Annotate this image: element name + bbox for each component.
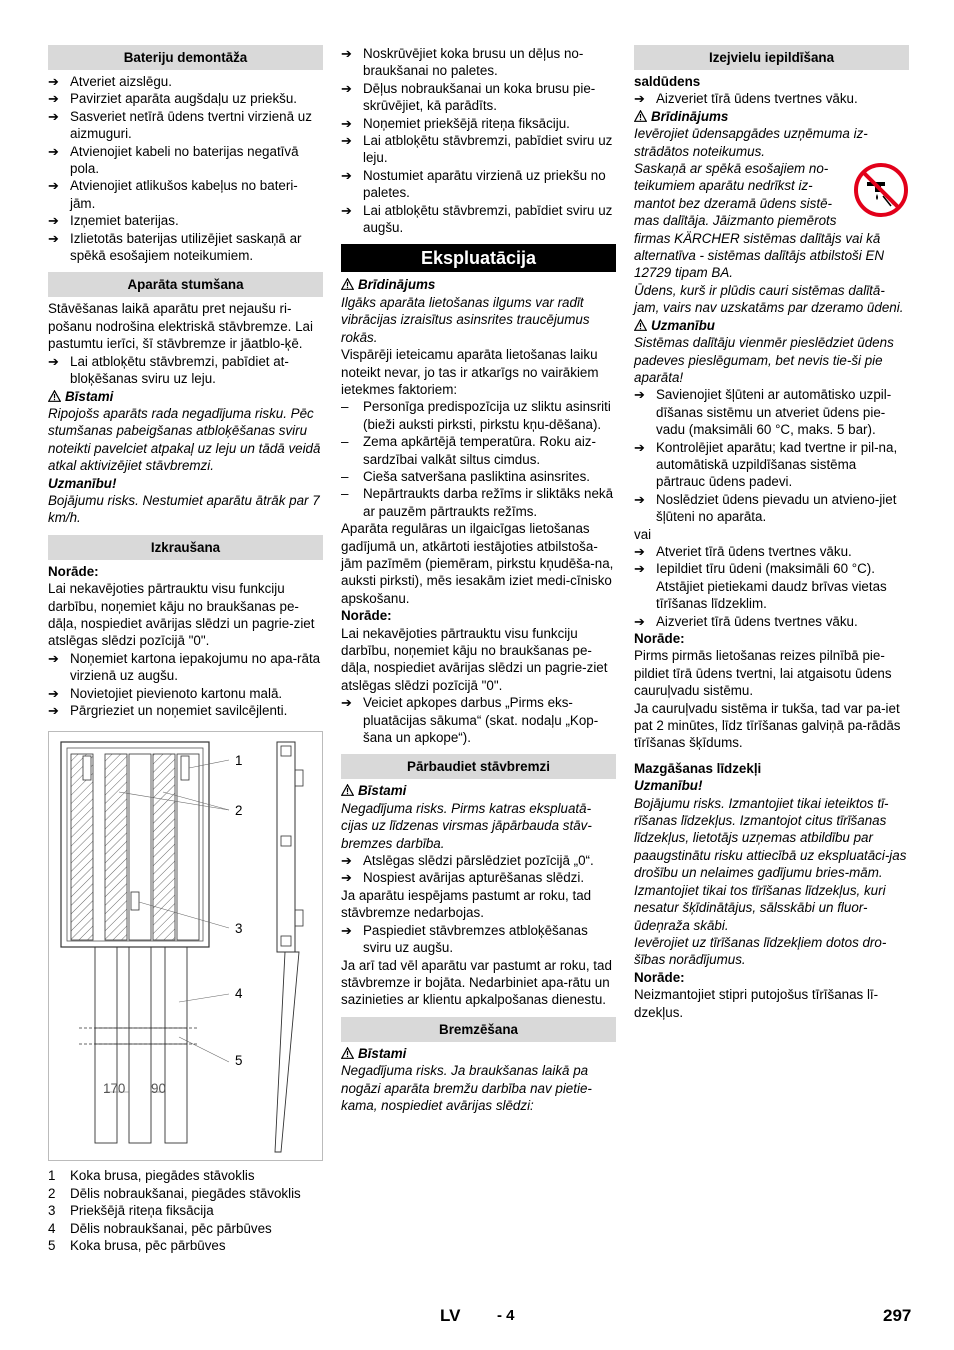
figure-label-3: 3 xyxy=(235,921,243,937)
warning-heading: Brīdinājums xyxy=(634,108,909,125)
arrow-icon: ➔ xyxy=(634,543,645,559)
arrow-icon: ➔ xyxy=(341,695,352,711)
figure-label-2: 2 xyxy=(235,803,243,819)
list-item: – Zema apkārtējā temperatūra. Roku aiz-sardzībai valkāt siltus cimdus. xyxy=(341,434,596,467)
no-drinking-water-icon xyxy=(853,162,909,218)
arrow-icon: ➔ xyxy=(634,491,645,507)
footer-language: LV xyxy=(440,1306,461,1325)
list-item: ➔ Pavirziet aparāta augšdaļu uz priekšu. xyxy=(48,91,298,107)
warning-text: Ilgāks aparāta lietošanas ilgums var radīt vibrācijas izraisītus asinsrites traucējumus rokās. xyxy=(341,294,590,345)
arrow-icon: ➔ xyxy=(634,439,645,455)
list-item: ➔ Novietojiet pievienoto kartonu malā. xyxy=(48,685,283,701)
list-item: ➔ Lai atbloķētu stāvbremzi, pabīdiet at-bloķēšanas sviru uz leju. xyxy=(48,353,289,387)
section-title-check-brake: Pārbaudiet stāvbremzi xyxy=(341,754,616,779)
column-1 xyxy=(48,45,323,1254)
list-item: ➔ Atvienojiet atlikušos kabeļus no bateri-jām. xyxy=(48,178,298,211)
pallet-ramp-drawing xyxy=(49,732,322,1160)
list-item: ➔ Nostumiet aparātu virzienā uz priekšu no paletes. xyxy=(341,167,606,201)
brake-steps xyxy=(341,852,616,887)
arrow-icon: ➔ xyxy=(341,133,352,149)
caution-heading: Uzmanību! xyxy=(48,475,117,491)
list-item: ➔ Atslēgas slēdzi pārslēdziet pozīcijā „0“. xyxy=(341,853,594,869)
arrow-icon: ➔ xyxy=(341,202,352,218)
caution-text: Sistēmas dalītāju vienmēr pieslēdziet ūdens padeves pieslēgumam, bet nevis tie-ši pie aparāta! xyxy=(634,335,894,385)
danger-text: Negadījuma risks. Pirms katras ekspluatā-cijas uz līdzenas virsmas jāpārbauda stāv-bremzes darbība. xyxy=(341,800,592,851)
arrow-icon: ➔ xyxy=(341,80,352,96)
list-item: ➔ Noslēdziet ūdens pievadu un atvieno-jiet šļūteni no aparāta. xyxy=(634,491,897,525)
arrow-icon: ➔ xyxy=(634,91,645,107)
subheading-fresh-water: saldūdens xyxy=(634,74,701,89)
warning-triangle-icon xyxy=(634,319,647,331)
legend-item: 1 Koka brusa, piegādes stāvoklis xyxy=(48,1168,255,1184)
note-heading: Norāde: xyxy=(634,969,685,985)
footer-subpage: - 4 xyxy=(497,1307,515,1324)
list-item: ➔ Lai atbloķētu stāvbremzi, pabīdiet sviru uz augšu. xyxy=(341,202,613,236)
arrow-icon: ➔ xyxy=(634,613,645,629)
note-text: Pirms pirmās lietošanas reizes pilnībā pie-pildiet tīrā ūdens tvertni, lai atgaisotu ūdens cauruļvadu sistēmu. xyxy=(634,648,892,699)
arrow-icon: ➔ xyxy=(48,650,59,666)
list-item: ➔ Nospiest avārijas apturēšanas slēdzi. xyxy=(341,870,585,886)
list-item: ➔ Aizveriet tīrā ūdens tvertnes vāku. xyxy=(634,613,858,629)
list-item: – Personīga predispozīcija uz sliktu asinsriti (bieži auksti pirksti, pirkstu kņu-dēšana). xyxy=(341,399,611,432)
warning-triangle-icon xyxy=(341,784,354,796)
column-2 xyxy=(341,45,616,1114)
arrow-icon: ➔ xyxy=(341,853,352,869)
arrow-icon: ➔ xyxy=(48,143,59,159)
list-item: ➔ Veiciet apkopes darbus „Pirms eks-pluatācijas sākuma“ (skat. nodaļu „Kop-šana un apkope“). xyxy=(341,695,599,746)
hose-filling-steps xyxy=(634,386,909,525)
list-item: ➔ Atveriet aizslēgu. xyxy=(48,74,172,89)
danger-heading: Bīstami xyxy=(341,782,616,799)
arrow-icon: ➔ xyxy=(48,178,59,194)
warning-heading: Brīdinājums xyxy=(341,276,616,293)
list-item: ➔ Noņemiet priekšējā riteņa fiksāciju. xyxy=(341,115,570,131)
dash-bullet: – xyxy=(341,434,349,450)
arrow-icon: ➔ xyxy=(341,46,352,61)
note-text: Neizmantojiet stipri putojošus tīrīšanas lī-dzekļus. xyxy=(634,987,879,1020)
list-item: ➔ Kontrolējiet aparātu; kad tvertne ir pil-na, automātiskā uzpildīšanas sistēma pārtrauc ūdens padevi. xyxy=(634,439,898,490)
warning-triangle-icon xyxy=(634,110,647,122)
section-title-unloading: Izkraušana xyxy=(48,535,323,560)
caution-text: Bojājumu risks. Nestumiet aparātu ātrāk par 7 km/h. xyxy=(48,492,320,526)
section-title-braking: Bremzēšana xyxy=(341,1017,616,1042)
caution-heading: Uzmanību xyxy=(634,317,909,334)
danger-text: Negadījuma risks. Ja braukšanas laikā pa nogāzi aparāta bremžu darbība nav pietie-kama, nospiediet avārijas slēdzi: xyxy=(341,1063,592,1113)
caution-text: Bojājumu risks. Izmantojiet tikai ieteiktos tī-rīšanas līdzekļus. Izmantojot citus tīrīšanas līdzekļus, lietotājs uzņemas atbildību par paaugstinātu risku attiecībā uz ekspluatāci-jas drošību un nelaimes gadījumu bries-mām. xyxy=(634,795,907,881)
arrow-icon: ➔ xyxy=(341,922,352,938)
arrow-icon: ➔ xyxy=(341,167,352,183)
note-text: Lai nekavējoties pārtrauktu visu funkciju darbību, noņemiet kāju no braukšanas pe-dāļa, nospiediet avārijas slēdzi un pagrie-ziet atslēgas slēdzi pozīcijā "0". xyxy=(48,581,315,649)
arrow-icon: ➔ xyxy=(341,870,352,886)
dimension-label-90: 90 xyxy=(151,1081,166,1097)
figure-label-5: 5 xyxy=(235,1053,243,1069)
dash-bullet: – xyxy=(341,399,349,415)
legend-item: 3 Priekšējā riteņa fiksācija xyxy=(48,1203,214,1219)
pushing-text: Stāvēšanas laikā aparātu pret nejaušu ri-pošanu nodrošina elektriskā stāvbremze. Lai pastumtu ierīci, šī stāvbremze ir jāatblo-ķē. xyxy=(48,301,313,352)
footer-page-number: 297 xyxy=(883,1306,912,1325)
note-text: Lai nekavējoties pārtrauktu visu funkciju darbību, noņemiet kāju no braukšanas pe-dāļa, nospiediet avārijas slēdzi un pagrie-ziet atslēgas slēdzi pozīcijā "0". xyxy=(341,625,608,693)
arrow-icon: ➔ xyxy=(341,115,352,131)
warning-triangle-icon xyxy=(48,390,61,402)
dash-bullet: – xyxy=(341,468,349,484)
arrow-icon: ➔ xyxy=(48,91,59,107)
legend-item: 4 Dēlis nobraukšanai, pēc pārbūves xyxy=(48,1220,272,1236)
unloading-steps-continued xyxy=(341,45,616,236)
figure-legend xyxy=(48,1167,323,1254)
column-3 xyxy=(634,45,909,1021)
arrow-icon: ➔ xyxy=(48,685,59,701)
legend-item: 5 Koka brusa, pēc pārbūves xyxy=(48,1238,226,1254)
danger-heading: Bīstami xyxy=(341,1045,616,1062)
list-item: ➔ Iepildiet tīru ūdeni (maksimāli 60 °C). Atstājiet pietiekami daudz brīvas vietas tīrīšanas līdzeklim. xyxy=(634,561,887,612)
legend-item: 2 Dēlis nobraukšanai, piegādes stāvoklis xyxy=(48,1185,301,1201)
arrow-icon: ➔ xyxy=(48,353,59,369)
caution-heading: Uzmanību! xyxy=(634,778,703,794)
chapter-title-operation: Ekspluatācija xyxy=(341,244,616,272)
unloading-steps xyxy=(48,650,323,720)
section-title-filling: Izejvielu iepildīšana xyxy=(634,45,909,70)
note-heading: Norāde: xyxy=(341,608,392,624)
list-item: ➔ Atvienojiet kabeli no baterijas negatīvā pola. xyxy=(48,143,299,177)
list-item: ➔ Sasveriet netīrā ūdens tvertni virzienā uz aizmuguri. xyxy=(48,108,312,142)
manual-filling-steps xyxy=(634,543,909,630)
arrow-icon: ➔ xyxy=(48,74,59,89)
arrow-icon: ➔ xyxy=(48,703,59,718)
section-title-pushing: Aparāta stumšana xyxy=(48,272,323,297)
caution-text: Izmantojiet tikai tos tīrīšanas līdzekļus, kuri nesatur šķīdinātājus, sālsskābi un fluor-ūdeņraža skābi. xyxy=(634,882,886,933)
arrow-icon: ➔ xyxy=(634,387,645,403)
section-title-battery-removal: Bateriju demontāža xyxy=(48,45,323,70)
list-item: ➔ Izlietotās baterijas utilizējiet saskaņā ar spēkā esošajiem noteikumiem. xyxy=(48,230,302,264)
list-item: ➔ Lai atbloķētu stāvbremzi, pabīdiet sviru uz leju. xyxy=(341,133,613,166)
list-item: – Nepārtraukts darba režīms ir sliktāks nekā ar pauzēm pārtraukts režīms. xyxy=(341,486,614,519)
warning-text: Saskaņā ar spēkā esošajiem no-teikumiem aparātu nedrīkst iz-mantot bez dzeramā ūdens sistē-mas dalītāja. Jāizmanto piemērots firmas KÄRCHER sistēmas dalītājs vai kā alternatīva - sistēmas dalītājs atbilstoši EN 12729 tipam BA. xyxy=(634,160,909,282)
warning-triangle-icon xyxy=(341,278,354,290)
body-text: Ja arī tad vēl aparātu var pastumt ar roku, tad stāvbremze ir bojāta. Nedarbiniet apa-rātu un sazinieties ar klientu apkalpošanas dienestu. xyxy=(341,957,612,1008)
dimension-label-170: 170 xyxy=(103,1081,126,1097)
body-text: Vispārēji ieteicamu aparāta lietošanas laiku noteikt nevar, jo tas ir atkarīgs no vairākiem ietekmes faktoriem: xyxy=(341,347,599,397)
warning-text: Ievērojiet ūdensapgādes uzņēmuma iz-strādātos noteikumus. xyxy=(634,126,868,159)
or-text: vai xyxy=(634,526,652,542)
body-text: Ja aparātu iespējams pastumt ar roku, tad stāvbremze nedarbojas. xyxy=(341,887,592,921)
arrow-icon: ➔ xyxy=(48,230,59,246)
battery-removal-steps xyxy=(48,73,323,264)
note-heading: Norāde: xyxy=(634,631,685,646)
unloading-diagram xyxy=(48,731,323,1161)
arrow-icon: ➔ xyxy=(48,213,59,229)
list-item: ➔ Aizveriet tīrā ūdens tvertnes vāku. xyxy=(634,91,858,107)
dash-bullet: – xyxy=(341,486,349,502)
list-item: ➔ Noņemiet kartona iepakojumu no apa-rāta virzienā uz augšu. xyxy=(48,650,321,684)
figure-label-4: 4 xyxy=(235,986,243,1002)
note-text: Ja cauruļvadu sistēma ir tukša, tad var pa-iet pat 2 minūtes, līdz tīrīšanas galviņā pa-rādās tīrīšanas šķīdums. xyxy=(634,700,901,751)
factor-list xyxy=(341,398,616,520)
list-item: ➔ Dēļus nobraukšanai un koka brusu pie-skrūvējiet, kā parādīts. xyxy=(341,80,596,114)
figure-label-1: 1 xyxy=(235,753,243,769)
arrow-icon: ➔ xyxy=(634,561,645,577)
list-item: ➔ Savienojiet šļūteni ar automātisko uzpil-dīšanas sistēmu un atveriet ūdens pie-vadu (maksimāli 60 °C, maks. 5 bar). xyxy=(634,387,892,438)
body-text: Aparāta regulāras un ilgaicīgas lietošanas gadījumā un, atkārtoti iestājoties atbilstoša-jām pazīmēm (piemēram, pirkstu kņudēša-na, auksti pirksti), mēs iesakām iziet medi-cīnisko apskošanu. xyxy=(341,521,614,606)
caution-text: Ievērojiet uz tīrīšanas līdzekļiem dotos dro-šības norādījumus. xyxy=(634,934,887,968)
list-item: ➔ Paspiediet stāvbremzes atbloķēšanas sviru uz augšu. xyxy=(341,922,588,956)
list-item: ➔ Noskrūvējiet koka brusu un dēļus no-braukšanai no paletes. xyxy=(341,46,584,79)
list-item: ➔ Pārgrieziet un noņemiet savilcējlenti. xyxy=(48,703,288,718)
danger-text: Ripojošs aparāts rada negadījuma risku. Pēc stumšanas pabeigšanas atbloķēšanas sviru noteikti pavelciet atpakaļ uz leju un tādā veidā atkal aktivizējiet stāvbremzi. xyxy=(48,405,321,474)
note-heading: Norāde: xyxy=(48,563,99,579)
arrow-icon: ➔ xyxy=(48,108,59,124)
list-item: ➔ Atveriet tīrā ūdens tvertnes vāku. xyxy=(634,543,852,559)
subheading-detergents: Mazgāšanas līdzekļi xyxy=(634,760,762,776)
warning-text: Ūdens, kurš ir plūdis cauri sistēmas dalītā-jam, vairs nav uzskatāms par dzeramo ūdeni. xyxy=(634,282,904,316)
warning-triangle-icon xyxy=(341,1047,354,1059)
danger-heading: Bīstami xyxy=(48,388,323,405)
list-item: – Cieša satveršana pasliktina asinsrites. xyxy=(341,468,591,484)
list-item: ➔ Izņemiet baterijas. xyxy=(48,213,179,229)
